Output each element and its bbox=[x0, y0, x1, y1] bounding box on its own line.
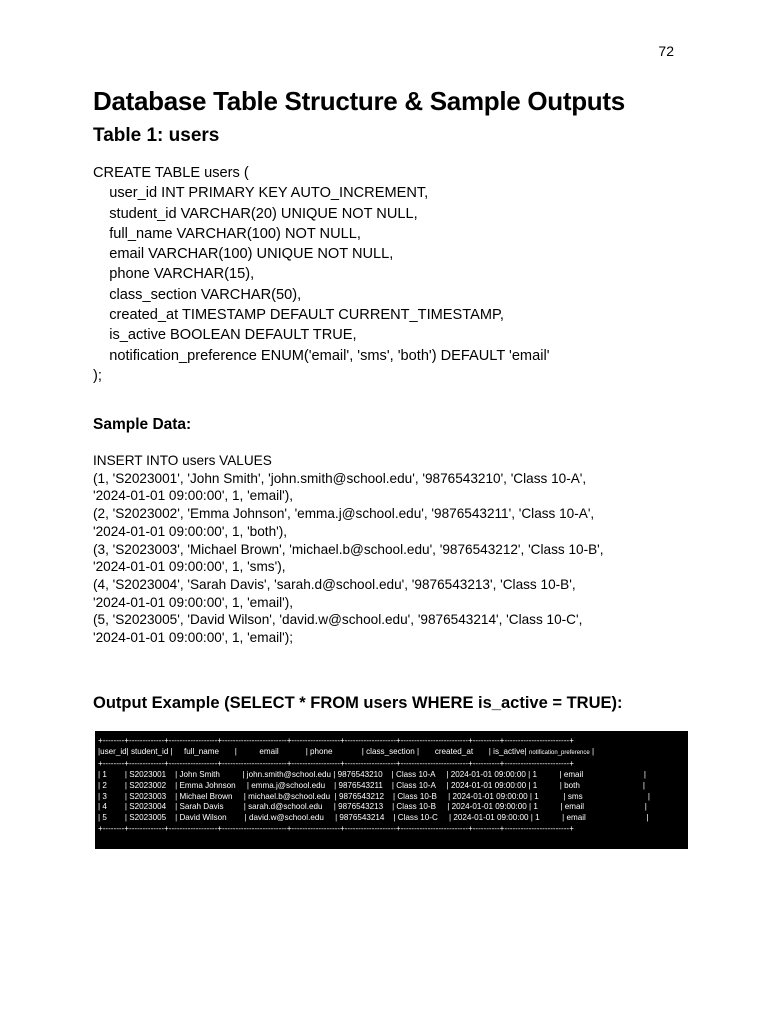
code-line: created_at TIMESTAMP DEFAULT CURRENT_TIMESTAMP, bbox=[93, 307, 504, 324]
code-line: user_id INT PRIMARY KEY AUTO_INCREMENT, bbox=[93, 185, 429, 202]
code-line: '2024-01-01 09:00:00', 1, 'both'), bbox=[93, 523, 288, 539]
code-line: (4, 'S2023004', 'Sarah Davis', 'sarah.d@school.edu', '9876543213', 'Class 10-B', bbox=[93, 576, 576, 592]
code-line: (1, 'S2023001', 'John Smith', 'john.smith@school.edu', '9876543210', 'Class 10-A', bbox=[93, 470, 587, 486]
code-line: (5, 'S2023005', 'David Wilson', 'david.w@school.edu', '9876543214', 'Class 10-C', bbox=[93, 612, 583, 628]
table-row: | 3 | S2023003 | Michael Brown | michael.b@school.edu | 9876543212 | Class 10-B | 2024-01-01 09:00:00 | 1 | sms | bbox=[98, 791, 651, 801]
table-border: +--------+-------------+------------------+------------------------+------------------+-------------------+-------------------------+----------+------------------------+ bbox=[98, 824, 574, 834]
code-line: is_active BOOLEAN DEFAULT TRUE, bbox=[93, 327, 357, 344]
code-line: phone VARCHAR(15), bbox=[93, 266, 255, 283]
code-line: ); bbox=[93, 367, 102, 384]
table-border: +--------+-------------+------------------+------------------------+------------------+-------------------+-------------------------+----------+------------------------+ bbox=[98, 758, 574, 768]
create-table-code bbox=[93, 163, 549, 386]
header-notification-preference: notification_preference bbox=[529, 749, 590, 756]
code-line: full_name VARCHAR(100) NOT NULL, bbox=[93, 225, 361, 242]
table-row: | 4 | S2023004 | Sarah Davis | sarah.d@school.edu | 9876543213 | Class 10-B | 2024-01-01 09:00:00 | 1 | email | bbox=[98, 802, 647, 812]
code-line: student_id VARCHAR(20) UNIQUE NOT NULL, bbox=[93, 205, 418, 222]
table-row: | 1 | S2023001 | John Smith | john.smith@school.edu | 9876543210 | Class 10-A | 2024-01-01 09:00:00 | 1 | email | bbox=[98, 769, 646, 779]
page-title: Database Table Structure & Sample Outputs bbox=[93, 86, 625, 116]
code-line: (2, 'S2023002', 'Emma Johnson', 'emma.j@school.edu', '9876543211', 'Class 10-A', bbox=[93, 506, 595, 522]
table-row: | 5 | S2023005 | David Wilson | david.w@school.edu | 9876543214 | Class 10-C | 2024-01-01 09:00:00 | 1 | email | bbox=[98, 813, 649, 823]
code-line: '2024-01-01 09:00:00', 1, 'email'), bbox=[93, 594, 294, 610]
code-line: CREATE TABLE users ( bbox=[93, 165, 249, 181]
code-line: '2024-01-01 09:00:00', 1, 'sms'), bbox=[93, 559, 286, 575]
table-border: +--------+-------------+------------------+------------------------+------------------+-------------------+-------------------------+----------+------------------------+ bbox=[98, 736, 574, 745]
table-header bbox=[98, 747, 594, 756]
sample-data-heading: Sample Data: bbox=[93, 416, 192, 433]
query-output-table bbox=[98, 736, 650, 835]
insert-data-code bbox=[93, 452, 604, 647]
table-subtitle: Table 1: users bbox=[93, 125, 220, 146]
code-line: '2024-01-01 09:00:00', 1, 'email'), bbox=[93, 488, 294, 504]
code-line: INSERT INTO users VALUES bbox=[93, 453, 272, 468]
header-end: | bbox=[589, 746, 595, 756]
code-line: '2024-01-01 09:00:00', 1, 'email'); bbox=[93, 630, 294, 646]
output-example-heading: Output Example (SELECT * FROM users WHERE is_active = TRUE): bbox=[93, 694, 623, 712]
code-line: email VARCHAR(100) UNIQUE NOT NULL, bbox=[93, 246, 394, 263]
code-line: notification_preference ENUM('email', 'sms', 'both') DEFAULT 'email' bbox=[93, 347, 550, 364]
code-line: (3, 'S2023003', 'Michael Brown', 'michael.b@school.edu', '9876543212', 'Class 10-B', bbox=[93, 541, 604, 557]
code-line: class_section VARCHAR(50), bbox=[93, 286, 302, 303]
query-output-terminal bbox=[95, 731, 688, 849]
header-columns: |user_id| student_id | full_name | email | phone | class_section | created_at | is_active| bbox=[98, 746, 529, 756]
table-row: | 2 | S2023002 | Emma Johnson | emma.j@school.edu | 9876543211 | Class 10-A | 2024-01-01 09:00:00 | 1 | both | bbox=[98, 780, 645, 790]
page-number: 72 bbox=[658, 43, 674, 59]
